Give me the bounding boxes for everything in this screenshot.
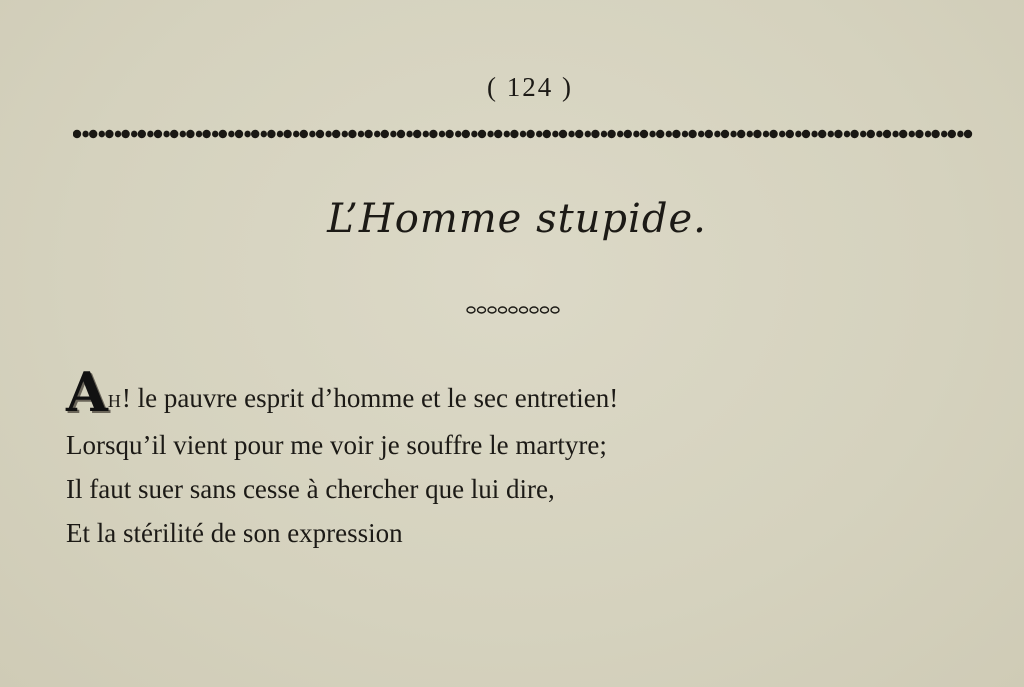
small-cap: H	[107, 391, 122, 411]
rule-bead	[591, 130, 599, 138]
ornament-link	[488, 307, 496, 313]
rule-bead	[202, 130, 210, 138]
rule-bead	[698, 131, 704, 138]
rule-bead	[730, 131, 736, 138]
rule-bead	[892, 131, 898, 138]
rule-bead	[714, 131, 720, 138]
rule-bead	[325, 131, 331, 138]
rule-bead	[89, 130, 97, 138]
poem-line-2: Lorsqu’il vient pour me voir je souffre le martyre;	[66, 430, 607, 460]
rule-bead	[925, 131, 931, 138]
rule-bead	[721, 130, 729, 138]
rule-bead	[228, 131, 234, 138]
rule-bead	[212, 131, 218, 138]
ornament-link	[551, 307, 559, 313]
rule-bead	[445, 130, 453, 138]
rule-bead	[374, 131, 380, 138]
rule-bead	[105, 130, 113, 138]
rule-bead	[552, 131, 558, 138]
rule-bead	[850, 130, 858, 138]
rule-bead	[899, 130, 907, 138]
rule-bead	[737, 130, 745, 138]
rule-bead	[795, 131, 801, 138]
rule-bead	[390, 131, 396, 138]
rule-bead	[909, 131, 915, 138]
rule-bead	[520, 131, 526, 138]
rule-bead	[640, 130, 648, 138]
rule-bead	[494, 130, 502, 138]
rule-bead	[510, 130, 518, 138]
ornament-link	[467, 307, 475, 313]
rule-bead	[834, 130, 842, 138]
rule-bead	[196, 131, 202, 138]
ornament-link	[509, 307, 517, 313]
rule-bead	[364, 130, 372, 138]
rule-bead	[876, 131, 882, 138]
rule-bead	[170, 130, 178, 138]
rule-bead	[705, 130, 713, 138]
rule-bead	[941, 131, 947, 138]
rule-bead	[358, 131, 364, 138]
rule-bead	[818, 130, 826, 138]
ornament-link	[478, 307, 486, 313]
rule-bead	[429, 130, 437, 138]
rule-bead	[504, 131, 510, 138]
rule-bead	[381, 130, 389, 138]
rule-bead	[471, 131, 477, 138]
rule-bead	[423, 131, 429, 138]
rule-bead	[682, 131, 688, 138]
rule-bead	[633, 131, 639, 138]
rule-bead	[277, 131, 283, 138]
rule-bead	[406, 131, 412, 138]
poem-line-1	[66, 360, 966, 424]
rule-bead	[786, 130, 794, 138]
rule-bead	[769, 130, 777, 138]
ornament-link	[499, 307, 507, 313]
rule-bead	[624, 130, 632, 138]
rule-bead	[342, 131, 348, 138]
rule-bead	[802, 130, 810, 138]
rule-bead	[747, 131, 753, 138]
rule-bead	[526, 130, 534, 138]
rule-bead	[267, 130, 275, 138]
rule-bead	[82, 131, 88, 138]
rule-bead	[948, 130, 956, 138]
rule-bead	[244, 131, 250, 138]
rule-bead	[957, 131, 963, 138]
rule-bead	[186, 130, 194, 138]
rule-bead	[219, 130, 227, 138]
page-number: ( 124 )	[487, 72, 573, 102]
poem-line-1-text: ! le pauvre esprit d’homme et le sec entretien!	[121, 383, 619, 413]
rule-bead	[575, 130, 583, 138]
rule-bead	[559, 130, 567, 138]
rule-bead	[763, 131, 769, 138]
rule-bead	[607, 130, 615, 138]
rule-bead	[251, 130, 259, 138]
rule-bead	[154, 130, 162, 138]
rule-bead	[811, 131, 817, 138]
rule-bead	[348, 130, 356, 138]
rule-bead	[261, 131, 267, 138]
rule-bead	[147, 131, 153, 138]
rule-bead	[283, 130, 291, 138]
poem-line-4: Et la stérilité de son expression	[66, 518, 403, 548]
rule-bead	[860, 131, 866, 138]
rule-bead	[543, 130, 551, 138]
rule-bead	[688, 130, 696, 138]
ornament-link	[541, 307, 549, 313]
rule-bead	[316, 130, 324, 138]
rule-bead	[649, 131, 655, 138]
rule-bead	[73, 130, 81, 138]
rule-bead	[121, 130, 129, 138]
rule-bead	[779, 131, 785, 138]
rule-bead	[487, 131, 493, 138]
ornament-link	[530, 307, 538, 313]
rule-bead	[617, 131, 623, 138]
rule-bead	[656, 130, 664, 138]
rule-bead	[115, 131, 121, 138]
drop-cap: A	[66, 360, 108, 424]
rule-bead	[397, 130, 405, 138]
rule-bead	[536, 131, 542, 138]
poem-body	[66, 360, 966, 555]
rule-bead	[601, 131, 607, 138]
rule-bead	[293, 131, 299, 138]
rule-bead	[455, 131, 461, 138]
ornament-link	[520, 307, 528, 313]
rule-bead	[413, 130, 421, 138]
rule-bead	[568, 131, 574, 138]
rule-bead	[235, 130, 243, 138]
rule-bead	[309, 131, 315, 138]
rule-bead	[131, 131, 137, 138]
rule-bead	[915, 130, 923, 138]
rule-bead	[462, 130, 470, 138]
rule-bead	[478, 130, 486, 138]
rule-bead	[332, 130, 340, 138]
rule-bead	[300, 130, 308, 138]
rule-bead	[883, 130, 891, 138]
rule-bead	[439, 131, 445, 138]
ornamental-rule	[73, 127, 973, 141]
rule-bead	[753, 130, 761, 138]
rule-bead	[672, 130, 680, 138]
rule-bead	[99, 131, 105, 138]
rule-bead	[828, 131, 834, 138]
rule-bead	[138, 130, 146, 138]
rule-bead	[180, 131, 186, 138]
rule-bead	[844, 131, 850, 138]
rule-bead	[964, 130, 972, 138]
rule-bead	[931, 130, 939, 138]
poem-line-3: Il faut suer sans cesse à chercher que lui dire,	[66, 474, 555, 504]
rule-bead	[666, 131, 672, 138]
small-ornament	[466, 304, 566, 316]
rule-bead	[867, 130, 875, 138]
rule-bead	[163, 131, 169, 138]
rule-bead	[585, 131, 591, 138]
poem-title: L’Homme stupide.	[327, 196, 707, 242]
